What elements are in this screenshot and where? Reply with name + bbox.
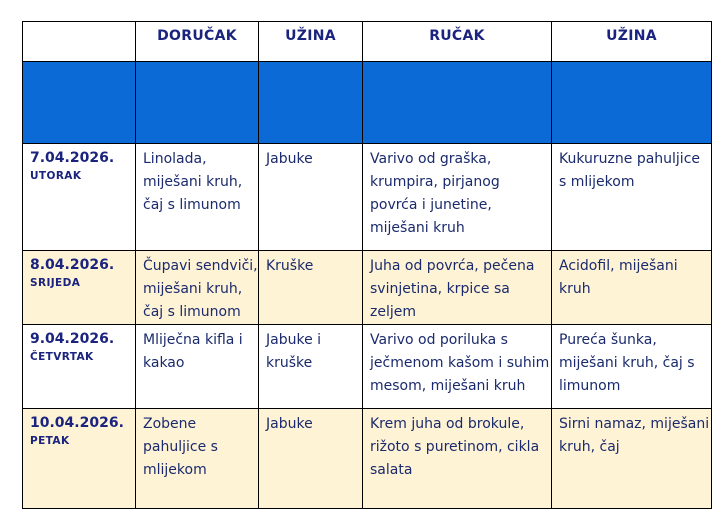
menu-row-srijeda [23,251,712,325]
uzina-2-cell [552,325,712,409]
day-label: SRIJEDA [30,277,81,289]
date-label: 7.04.2026. [30,150,115,166]
rucak-text: Varivo od graška, krumpira, pirjanog povrća i junetine, miješani kruh [370,151,500,236]
day-label: ČETVRTAK [30,351,94,363]
date-cell [23,144,136,251]
date-label: 8.04.2026. [30,257,115,273]
uzina-1-text: Jabuke [266,416,313,432]
uzina-2-cell [552,144,712,251]
weekly-menu-table [22,21,712,509]
header-rucak: RUČAK [363,22,552,62]
blue-band-cell [23,62,136,144]
date-label: 9.04.2026. [30,331,115,347]
dorucak-text: Linolada, miješani kruh, čaj s limunom [143,151,243,213]
uzina-2-cell [552,409,712,509]
rucak-text: Juha od povrća, pečena svinjetina, krpice sa zeljem [370,258,535,320]
date-cell [23,251,136,325]
uzina-2-text: Kukuruzne pahuljice s mlijekom [559,151,701,190]
header-uzina-1: UŽINA [259,22,363,62]
uzina-1-cell [259,325,363,409]
date-cell [23,325,136,409]
header-row [23,22,712,62]
menu-row-utorak [23,144,712,251]
header-dorucak: DORUČAK [136,22,259,62]
uzina-1-cell [259,144,363,251]
blue-band-cell [363,62,552,144]
uzina-2-text: Pureća šunka, miješani kruh, čaj s limunom [559,332,695,394]
uzina-2-text: Sirni namaz, miješani kruh, čaj [559,416,710,455]
blue-band-row [23,62,712,144]
blue-band-cell [136,62,259,144]
uzina-1-cell [259,251,363,325]
menu-row-petak [23,409,712,509]
rucak-cell [363,144,552,251]
uzina-1-text: Jabuke i kruške [266,332,322,371]
header-empty [23,22,136,62]
dorucak-cell [136,325,259,409]
blue-band-cell [259,62,363,144]
date-label: 10.04.2026. [30,415,124,431]
menu-row-cetvrtak [23,325,712,409]
blue-band-cell [552,62,712,144]
dorucak-cell [136,251,259,325]
uzina-1-cell [259,409,363,509]
uzina-2-cell [552,251,712,325]
uzina-1-text: Jabuke [266,151,313,167]
dorucak-cell [136,409,259,509]
day-label: UTORAK [30,170,82,182]
dorucak-cell [136,144,259,251]
dorucak-text: Čupavi sendviči, miješani kruh, čaj s limunom [143,258,258,320]
date-cell [23,409,136,509]
dorucak-text: Mliječna kifla i kakao [143,332,243,371]
uzina-1-text: Kruške [266,258,314,274]
rucak-cell [363,251,552,325]
header-uzina-2: UŽINA [552,22,712,62]
dorucak-text: Zobene pahuljice s mlijekom [143,416,218,478]
rucak-text: Krem juha od brokule, rižoto s puretinom, cikla salata [370,416,540,478]
rucak-text: Varivo od poriluka s ječmenom kašom i suhim mesom, miješani kruh [370,332,550,394]
rucak-cell [363,325,552,409]
uzina-2-text: Acidofil, miješani kruh [559,258,678,297]
day-label: PETAK [30,435,70,447]
rucak-cell [363,409,552,509]
